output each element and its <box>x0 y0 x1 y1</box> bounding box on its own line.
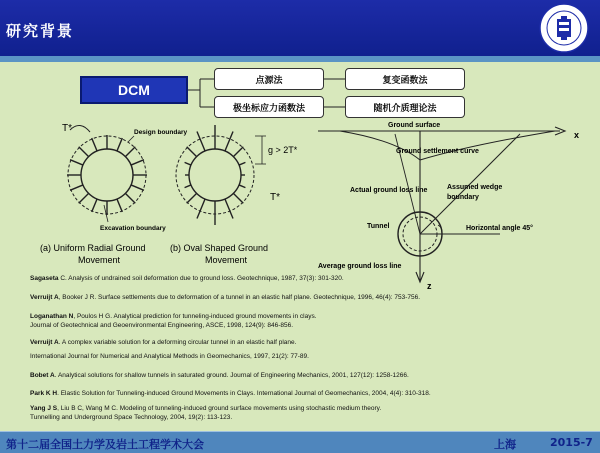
movement-ray <box>92 138 97 151</box>
movement-ray <box>187 193 197 203</box>
movement-ray <box>79 193 89 203</box>
movement-ray <box>185 185 191 188</box>
movement-ray <box>185 162 191 165</box>
ground-surface-label: Ground surface <box>388 122 441 129</box>
reference-7: Yang J S, Liu B C, Wang M C. Modeling of tunneling-induced ground surface movements using stochastic medium theory. <box>30 405 382 412</box>
movement-ray <box>197 199 205 218</box>
caption-b-line2: Movement <box>205 255 248 265</box>
gap-label: g > 2T* <box>268 145 298 155</box>
movement-ray <box>131 185 144 190</box>
method-box-point-source: 点源法 <box>214 68 324 90</box>
movement-ray <box>79 147 89 157</box>
slide-title: 研究背景 <box>6 22 75 40</box>
reference-7-cont: Tunnelling and Underground Space Technology, 2004, 19(2): 113-123. <box>30 414 233 421</box>
footer-bar <box>0 431 600 453</box>
movement-ray <box>187 147 197 157</box>
wedge-boundary-label-2: boundary <box>447 194 479 201</box>
movement-ray <box>125 147 135 157</box>
movement-ray <box>131 160 144 165</box>
reference-4-cont: International Journal for Numerical and Analytical Methods in Geomechanics, 1997, 21(2): 77-89. <box>30 353 309 360</box>
reference-6: Park K H. Elastic Solution for Tunneling-induced Ground Movements in Clays. International Journal of Geomechanics, 2004, 4(4): 310-318. <box>30 390 431 397</box>
movement-ray <box>239 185 245 188</box>
uniform-radial-diagram <box>67 125 147 215</box>
settlement-curve-label: Ground settlement curve <box>396 148 479 155</box>
reference-3-cont: Journal of Geotechnical and Geoenvironmental Engineering, ASCE, 1998, 124(9): 846-856. <box>30 322 294 329</box>
movement-ray <box>197 132 205 151</box>
z-axis-label: z <box>427 281 432 291</box>
method-box-stochastic-medium: 随机介质理论法 <box>345 96 465 118</box>
method-box-complex-variable: 复变函数法 <box>345 68 465 90</box>
dcm-connector-lines <box>188 79 345 107</box>
dcm-box: DCM <box>80 76 188 104</box>
method-box-polar-stress: 极坐标应力函数法 <box>214 96 324 118</box>
actual-loss-line-label: Actual ground loss line <box>350 187 428 194</box>
wedge-boundary-label-1: Assumed wedge <box>447 184 503 191</box>
conference-city: 上海 <box>494 438 516 451</box>
conference-name: 第十二届全国土力学及岩土工程学术大会 <box>6 438 204 451</box>
oval-movement-diagram <box>176 125 266 225</box>
movement-ray <box>225 132 233 151</box>
design-boundary-label: Design boundary <box>134 129 188 136</box>
movement-ray <box>239 162 245 165</box>
movement-ray <box>92 199 97 212</box>
reference-1: Sagaseta C. Analysis of undrained soil deformation due to ground loss. Geotechnique, 1987, 37(3): 301-320. <box>30 275 344 282</box>
excavation-boundary-label: Excavation boundary <box>100 225 166 232</box>
reference-4: Verruijt A. A complex variable solution for a deforming circular tunnel in an elastic half plane. <box>30 339 297 346</box>
horizontal-angle-label: Horizontal angle 45° <box>466 225 533 232</box>
movement-ray <box>70 160 83 165</box>
caption-a-line1: (a) Uniform Radial Ground <box>40 243 146 253</box>
t-star-label-left: T* <box>62 123 72 134</box>
average-loss-line-label: Average ground loss line <box>318 263 402 270</box>
reference-2: Verruijt A, Booker J R. Surface settlements due to deformation of a tunnel in an elastic half plane. Geotechnique, 1996, 46(4): 753-756. <box>30 294 421 301</box>
reference-3: Loganathan N, Poulos H G. Analytical prediction for tunneling-induced ground movements in clays. <box>30 313 317 320</box>
movement-ray <box>125 193 135 203</box>
caption-a-line2: Movement <box>78 255 121 265</box>
movement-ray <box>225 199 233 218</box>
reference-5: Bobet A. Analytical solutions for shallow tunnels in saturated ground. Journal of Engineering Mechanics, 2001, 127(12): 1258-1266. <box>30 372 409 379</box>
x-axis-label: x <box>574 130 580 140</box>
t-star-label-right: T* <box>270 192 280 203</box>
movement-ray <box>117 138 122 151</box>
movement-ray <box>233 193 243 203</box>
movement-ray <box>233 147 243 157</box>
movement-ray <box>117 199 122 212</box>
caption-b-line1: (b) Oval Shaped Ground <box>170 243 269 253</box>
movement-ray <box>70 185 83 190</box>
tunnel-label: Tunnel <box>367 223 390 230</box>
conference-date: 2015-7 <box>550 436 593 449</box>
